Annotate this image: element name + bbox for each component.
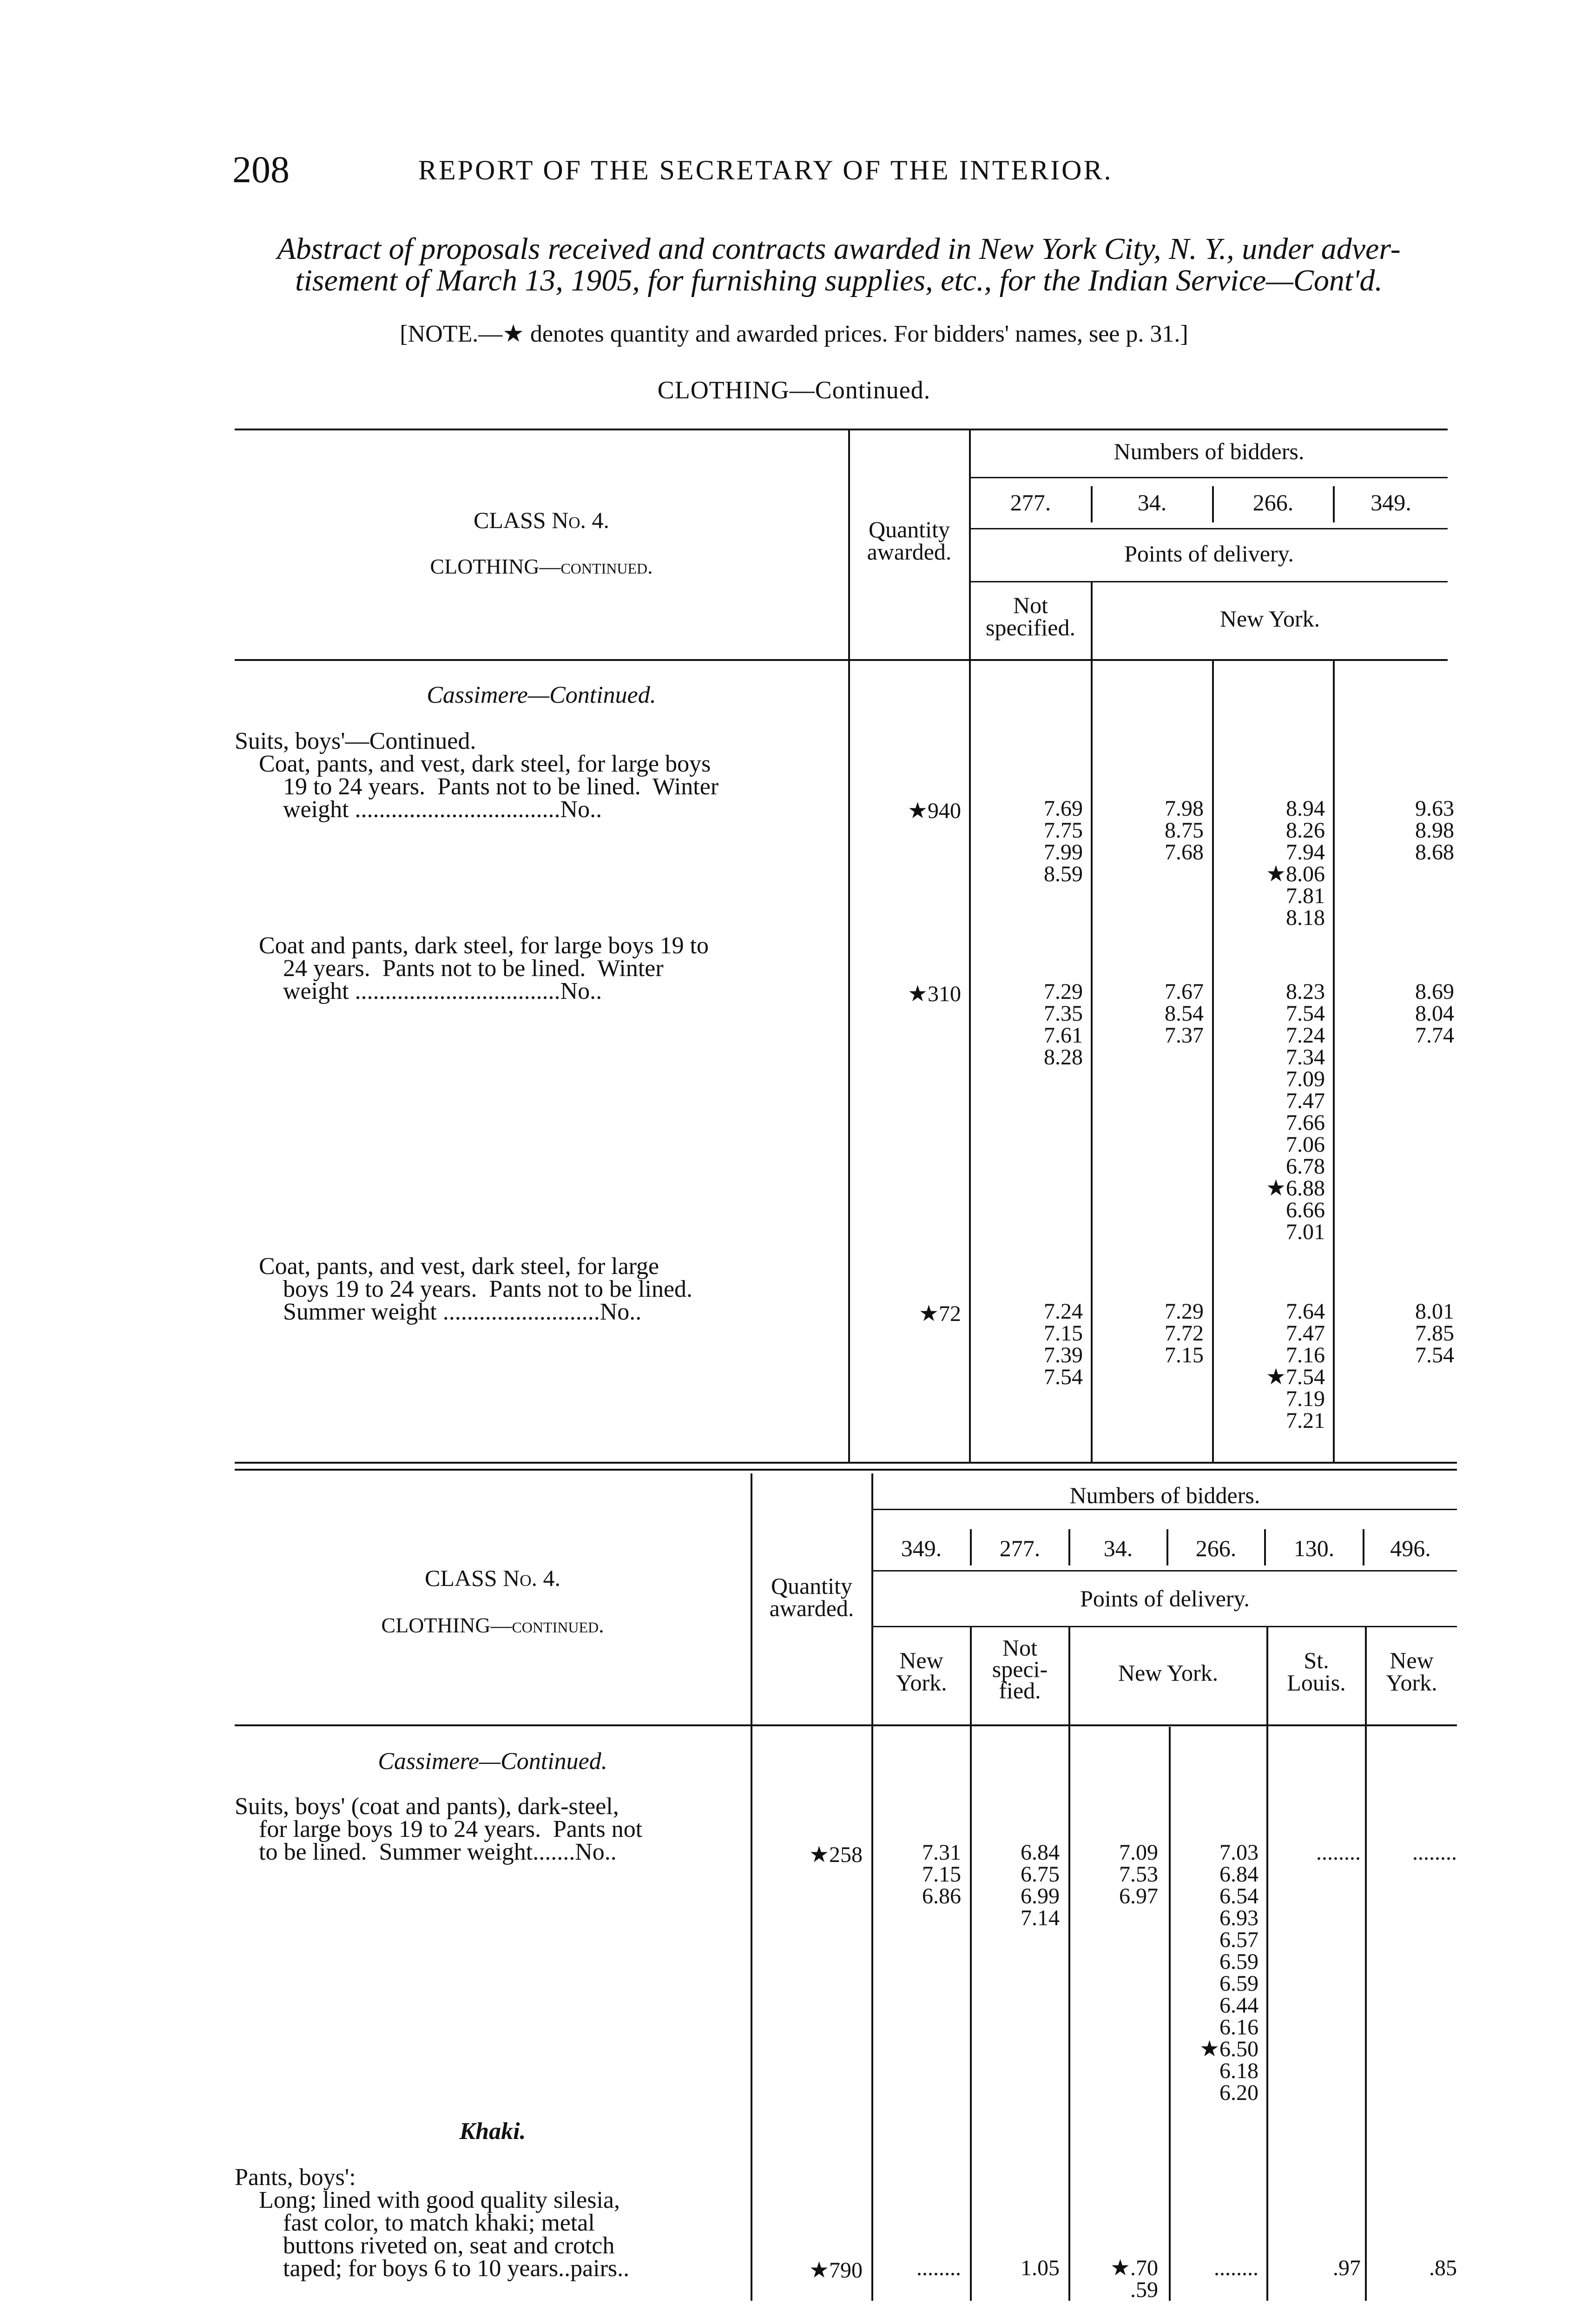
table-1-bottom-rule-a	[235, 1462, 1457, 1464]
quantity-awarded: ★940	[907, 799, 961, 823]
bid-cell: 7.29 7.72 7.15	[1165, 1299, 1204, 1367]
table-2-vrule	[1068, 1627, 1070, 2301]
table-2-bidder-num: 34.	[1103, 1535, 1133, 1561]
bid-cell: 7.67 8.54 7.37	[1165, 979, 1204, 1048]
page-number: 208	[232, 148, 290, 191]
table-2-points-rule	[871, 1626, 1457, 1627]
quantity-awarded: ★258	[809, 1842, 863, 1867]
table-1-bidder-num: 34.	[1137, 489, 1167, 515]
table-1-quantity-header: Quantity awarded.	[867, 516, 952, 565]
table-row-description: Coat and pants, dark steel, for large boys 19 to 24 years. Pants not to be lined. Winter weight ..................................No..	[259, 932, 709, 1004]
table-2-category: Khaki.	[459, 2118, 526, 2145]
table-1-bidder-num: 266.	[1252, 489, 1294, 515]
table-2-delivery: Not speci- fied.	[992, 1635, 1048, 1703]
table-2-vrule	[970, 1627, 972, 2301]
bid-cell: 7.98 8.75 7.68	[1165, 796, 1204, 865]
bid-cell: ........	[1412, 1840, 1457, 1865]
table-1-bidnum-rule	[969, 528, 1448, 529]
table-1-delivery-not-specified: Not specified.	[986, 592, 1075, 640]
table-2-points-header: Points of delivery.	[1080, 1585, 1250, 1611]
table-2-class-sub: CLOTHING—continued.	[381, 1613, 604, 1637]
bid-cell: 6.84 6.75 6.99 7.14	[1021, 1840, 1060, 1930]
bid-cell: 9.63 8.98 8.68	[1415, 796, 1454, 865]
table-2-bidder-num: 349.	[901, 1535, 942, 1561]
table-2-vrule	[1266, 1627, 1268, 2301]
bid-cell: 7.24 7.15 7.39 7.54	[1044, 1299, 1083, 1389]
table-2-delivery: New York.	[1386, 1647, 1437, 1696]
bid-cell: .97	[1333, 2256, 1361, 2280]
table-1-bidders-header: Numbers of bidders.	[1114, 438, 1305, 464]
table-2-quantity-header: Quantity awarded.	[769, 1573, 854, 1621]
bid-cell: 7.69 7.75 7.99 8.59	[1044, 796, 1083, 886]
bid-cell: 1.05	[1021, 2256, 1060, 2280]
table-2-bidders-rule	[871, 1509, 1457, 1510]
bid-cell: ........	[1214, 2256, 1259, 2280]
table-2-bidder-num: 266.	[1195, 1535, 1237, 1561]
section-title: CLOTHING—Continued.	[657, 376, 931, 404]
table-2-bidder-num: 130.	[1293, 1535, 1335, 1561]
table-2-delivery: St. Louis.	[1287, 1647, 1346, 1696]
table-1-class-label: CLASS No. 4.	[474, 507, 609, 533]
running-head: REPORT OF THE SECRETARY OF THE INTERIOR.	[418, 155, 1113, 185]
bid-cell: 8.23 7.54 7.24 7.34 7.09 7.47 7.66 7.06 6.78 ★6.88 6.66 7.01	[1265, 979, 1325, 1244]
table-1-category: Cassimere—Continued.	[427, 682, 656, 708]
bid-cell: 7.03 6.84 6.54 6.93 6.57 6.59 6.59 6.44 6.16 ★6.50 6.18 6.20	[1199, 1840, 1259, 2105]
table-1-class-sub: CLOTHING—continued.	[430, 555, 653, 578]
table-2-delivery: New York.	[1118, 1660, 1219, 1686]
table-row-description: Suits, boys' (coat and pants), dark-steel, for large boys 19 to 24 years. Pants not to be lined. Summer weight.......No..	[235, 1793, 643, 1865]
table-row-description: Coat, pants, and vest, dark steel, for large boys 19 to 24 years. Pants not to be lined. Summer weight ..........................No..	[259, 1253, 693, 1325]
bid-cell: 7.09 7.53 6.97	[1119, 1840, 1158, 1908]
bid-cell: 8.94 8.26 7.94 ★8.06 7.81 8.18	[1265, 796, 1325, 930]
table-2-category: Cassimere—Continued.	[378, 1748, 607, 1775]
table-1-bottom-rule-b	[235, 1469, 1457, 1471]
bid-cell: ........	[916, 2256, 961, 2280]
table-1-points-rule	[969, 581, 1448, 582]
abstract-title-line2: tisement of March 13, 1905, for furnishing supplies, etc., for the Indian Service—Cont'd.	[295, 264, 1383, 297]
table-2-class-label: CLASS No. 4.	[425, 1565, 560, 1591]
note: [NOTE.—★ denotes quantity and awarded prices. For bidders' names, see p. 31.]	[400, 321, 1188, 347]
table-2-bidnum-rule	[871, 1570, 1457, 1571]
table-1-bidder-num: 277.	[1010, 489, 1051, 515]
table-1-delivery-new-york: New York.	[1219, 606, 1320, 632]
bid-cell: 7.64 7.47 7.16 ★7.54 7.19 7.21	[1265, 1299, 1325, 1433]
bid-cell: 7.31 7.15 6.86	[922, 1840, 961, 1908]
table-row-description: Pants, boys': Long; lined with good quality silesia, fast color, to match khaki; metal buttons riveted on, seat and crotch taped; for boys 6 to 10 years..pairs..	[235, 2164, 630, 2282]
quantity-awarded: ★310	[907, 982, 961, 1006]
table-2-bidders-header: Numbers of bidders.	[1069, 1482, 1260, 1508]
bid-cell: .85	[1429, 2256, 1457, 2280]
table-2-bidder-num: 277.	[999, 1535, 1041, 1561]
bid-cell: 8.69 8.04 7.74	[1415, 979, 1454, 1048]
quantity-awarded: ★72	[918, 1301, 961, 1326]
table-2-delivery: New York.	[896, 1647, 947, 1696]
table-2-vrule	[1365, 1627, 1367, 2301]
bid-cell: ★.70 .59	[1110, 2256, 1158, 2302]
bid-cell: 8.01 7.85 7.54	[1415, 1299, 1454, 1367]
quantity-awarded: ★790	[809, 2258, 863, 2283]
table-1-bidder-num: 349.	[1371, 489, 1411, 515]
bid-cell: 7.29 7.35 7.61 8.28	[1044, 979, 1083, 1070]
table-2-header-rule	[235, 1724, 1457, 1726]
table-1-header-rule	[235, 659, 1448, 661]
table-1-bidders-rule	[969, 477, 1448, 478]
abstract-title-line1: Abstract of proposals received and contracts awarded in New York City, N. Y., under adver-	[277, 232, 1401, 266]
table-1-points-header: Points of delivery.	[1124, 541, 1294, 567]
table-2-bidder-num: 496.	[1390, 1535, 1431, 1561]
table-row-description: Suits, boys'—Continued. Coat, pants, and vest, dark steel, for large boys 19 to 24 years. Pants not to be lined. Winter weight ..................................No..	[235, 728, 719, 823]
bid-cell: ........	[1316, 1840, 1361, 1865]
table-1-top-rule	[235, 429, 1448, 430]
